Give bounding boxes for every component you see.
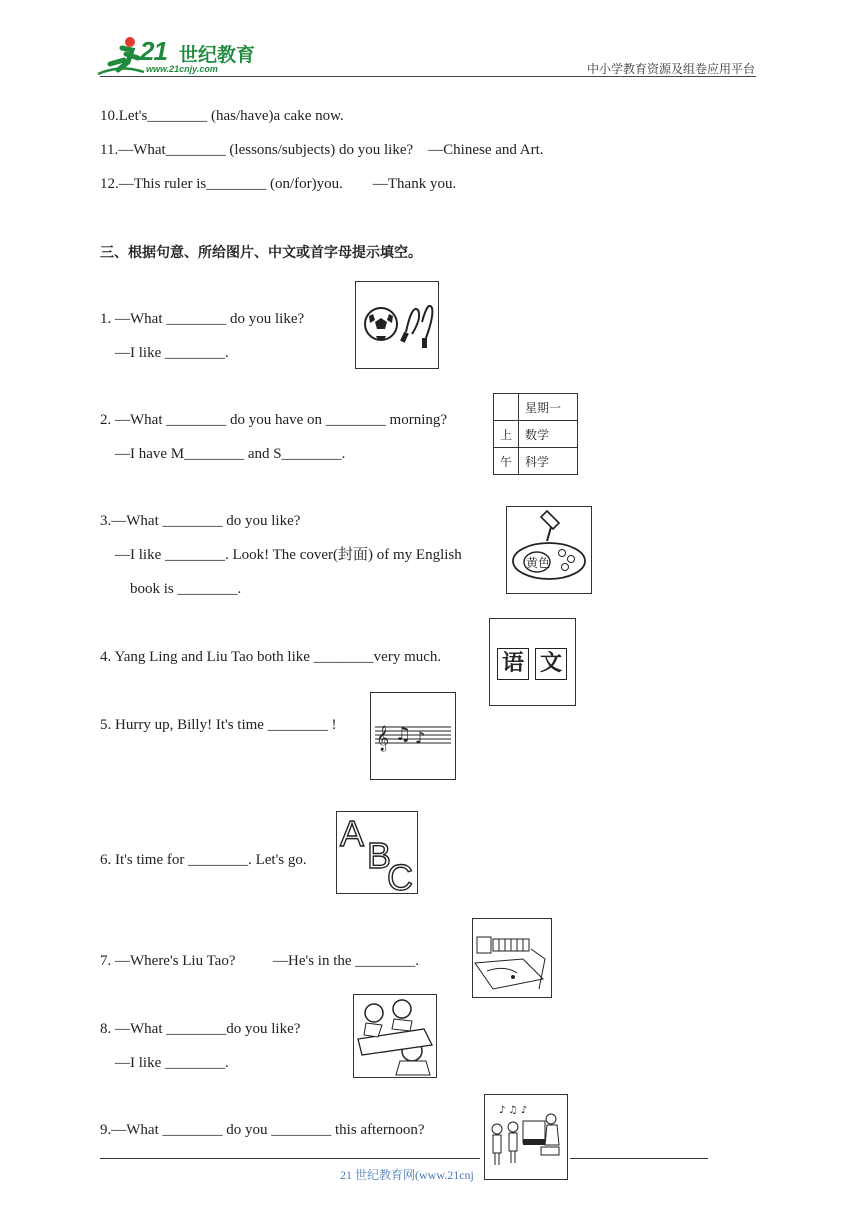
letter-a: A [340, 813, 365, 854]
svg-text:𝄞: 𝄞 [376, 726, 390, 751]
schedule-side-top: 上 [494, 421, 519, 448]
footer-divider-left [100, 1158, 480, 1159]
header-platform-text: 中小学教育资源及组卷应用平台 [586, 62, 755, 76]
header-divider [100, 76, 756, 77]
schedule-row-2: 科学 [519, 448, 578, 475]
question-10: 10.Let's________ (has/have)a cake now. [100, 108, 344, 124]
question-3-line-2: —I like ________. Look! The cover(封面) of my English [100, 547, 462, 563]
question-12: 12.—This ruler is________ (on/for)you. —Thank you. [100, 176, 457, 192]
football-jumprope-icon [356, 282, 437, 367]
question-6: 6. It's time for ________. Let's go. [100, 852, 307, 868]
char-card-1: 语 [497, 648, 529, 680]
svg-text:♪: ♪ [415, 728, 426, 747]
question-5: 5. Hurry up, Billy! It's time ________ ! [100, 717, 337, 733]
question-2-line-2: —I have M________ and S________. [100, 446, 346, 462]
playground-scene-icon [473, 919, 550, 996]
svg-text:♪ ♫ ♪: ♪ ♫ ♪ [499, 1105, 528, 1116]
q1-picture-ball-and-jump-rope [355, 281, 439, 369]
question-2-line-1: 2. —What ________ do you have on ________ morning? [100, 412, 448, 428]
running-man-logo-icon [96, 34, 146, 78]
letter-b: B [367, 835, 392, 876]
schedule-row-1: 数学 [519, 421, 578, 448]
q4-picture-chinese-characters [489, 618, 576, 706]
question-11: 11.—What________ (lessons/subjects) do you like? —Chinese and Art. [100, 142, 544, 158]
logo-url: www.21cnjy.com [146, 64, 218, 74]
svg-text:♫: ♫ [395, 724, 412, 745]
logo-number: 21 [140, 36, 167, 66]
section-3-title: 三、根据句意、所给图片、中文或首字母提示填空。 [100, 245, 422, 261]
paint-palette-icon [507, 507, 590, 592]
footer-text: 21 世纪教育网(www.21cnj [340, 1168, 474, 1182]
schedule-side-bottom: 午 [494, 448, 519, 475]
char-card-2: 文 [535, 648, 567, 680]
footer-divider-right [570, 1158, 708, 1159]
question-4: 4. Yang Ling and Liu Tao both like ________very much. [100, 649, 442, 665]
palette-color-label: 黄色 [526, 556, 551, 570]
question-9: 9.—What ________ do you ________ this afternoon? [100, 1122, 425, 1138]
question-7: 7. —Where's Liu Tao? —He's in the ________. [100, 953, 420, 969]
q7-picture-playground [472, 918, 552, 998]
kids-singing-piano-icon [485, 1095, 566, 1178]
q6-picture-abc-letters [336, 811, 418, 894]
question-3-line-1: 3.—What ________ do you like? [100, 513, 301, 529]
question-8-line-2: —I like ________. [100, 1055, 229, 1071]
abc-letters-icon [337, 812, 416, 892]
schedule-header-monday: 星期一 [519, 394, 578, 421]
question-1-line-2: —I like ________. [100, 345, 229, 361]
logo-text: 世纪教育 [179, 44, 256, 66]
music-notes-icon [371, 693, 454, 778]
q8-picture-classroom-kids [353, 994, 437, 1078]
question-8-line-1: 8. —What ________do you like? [100, 1021, 301, 1037]
q2-schedule-table [493, 393, 578, 475]
q5-picture-music-staff [370, 692, 456, 780]
kids-at-desk-icon [354, 995, 435, 1076]
q3-picture-paint-palette [506, 506, 592, 594]
question-3-line-3: book is ________. [100, 581, 242, 597]
q9-picture-music-lesson [484, 1094, 568, 1180]
question-1-line-1: 1. —What ________ do you like? [100, 311, 305, 327]
letter-c: C [387, 857, 413, 892]
